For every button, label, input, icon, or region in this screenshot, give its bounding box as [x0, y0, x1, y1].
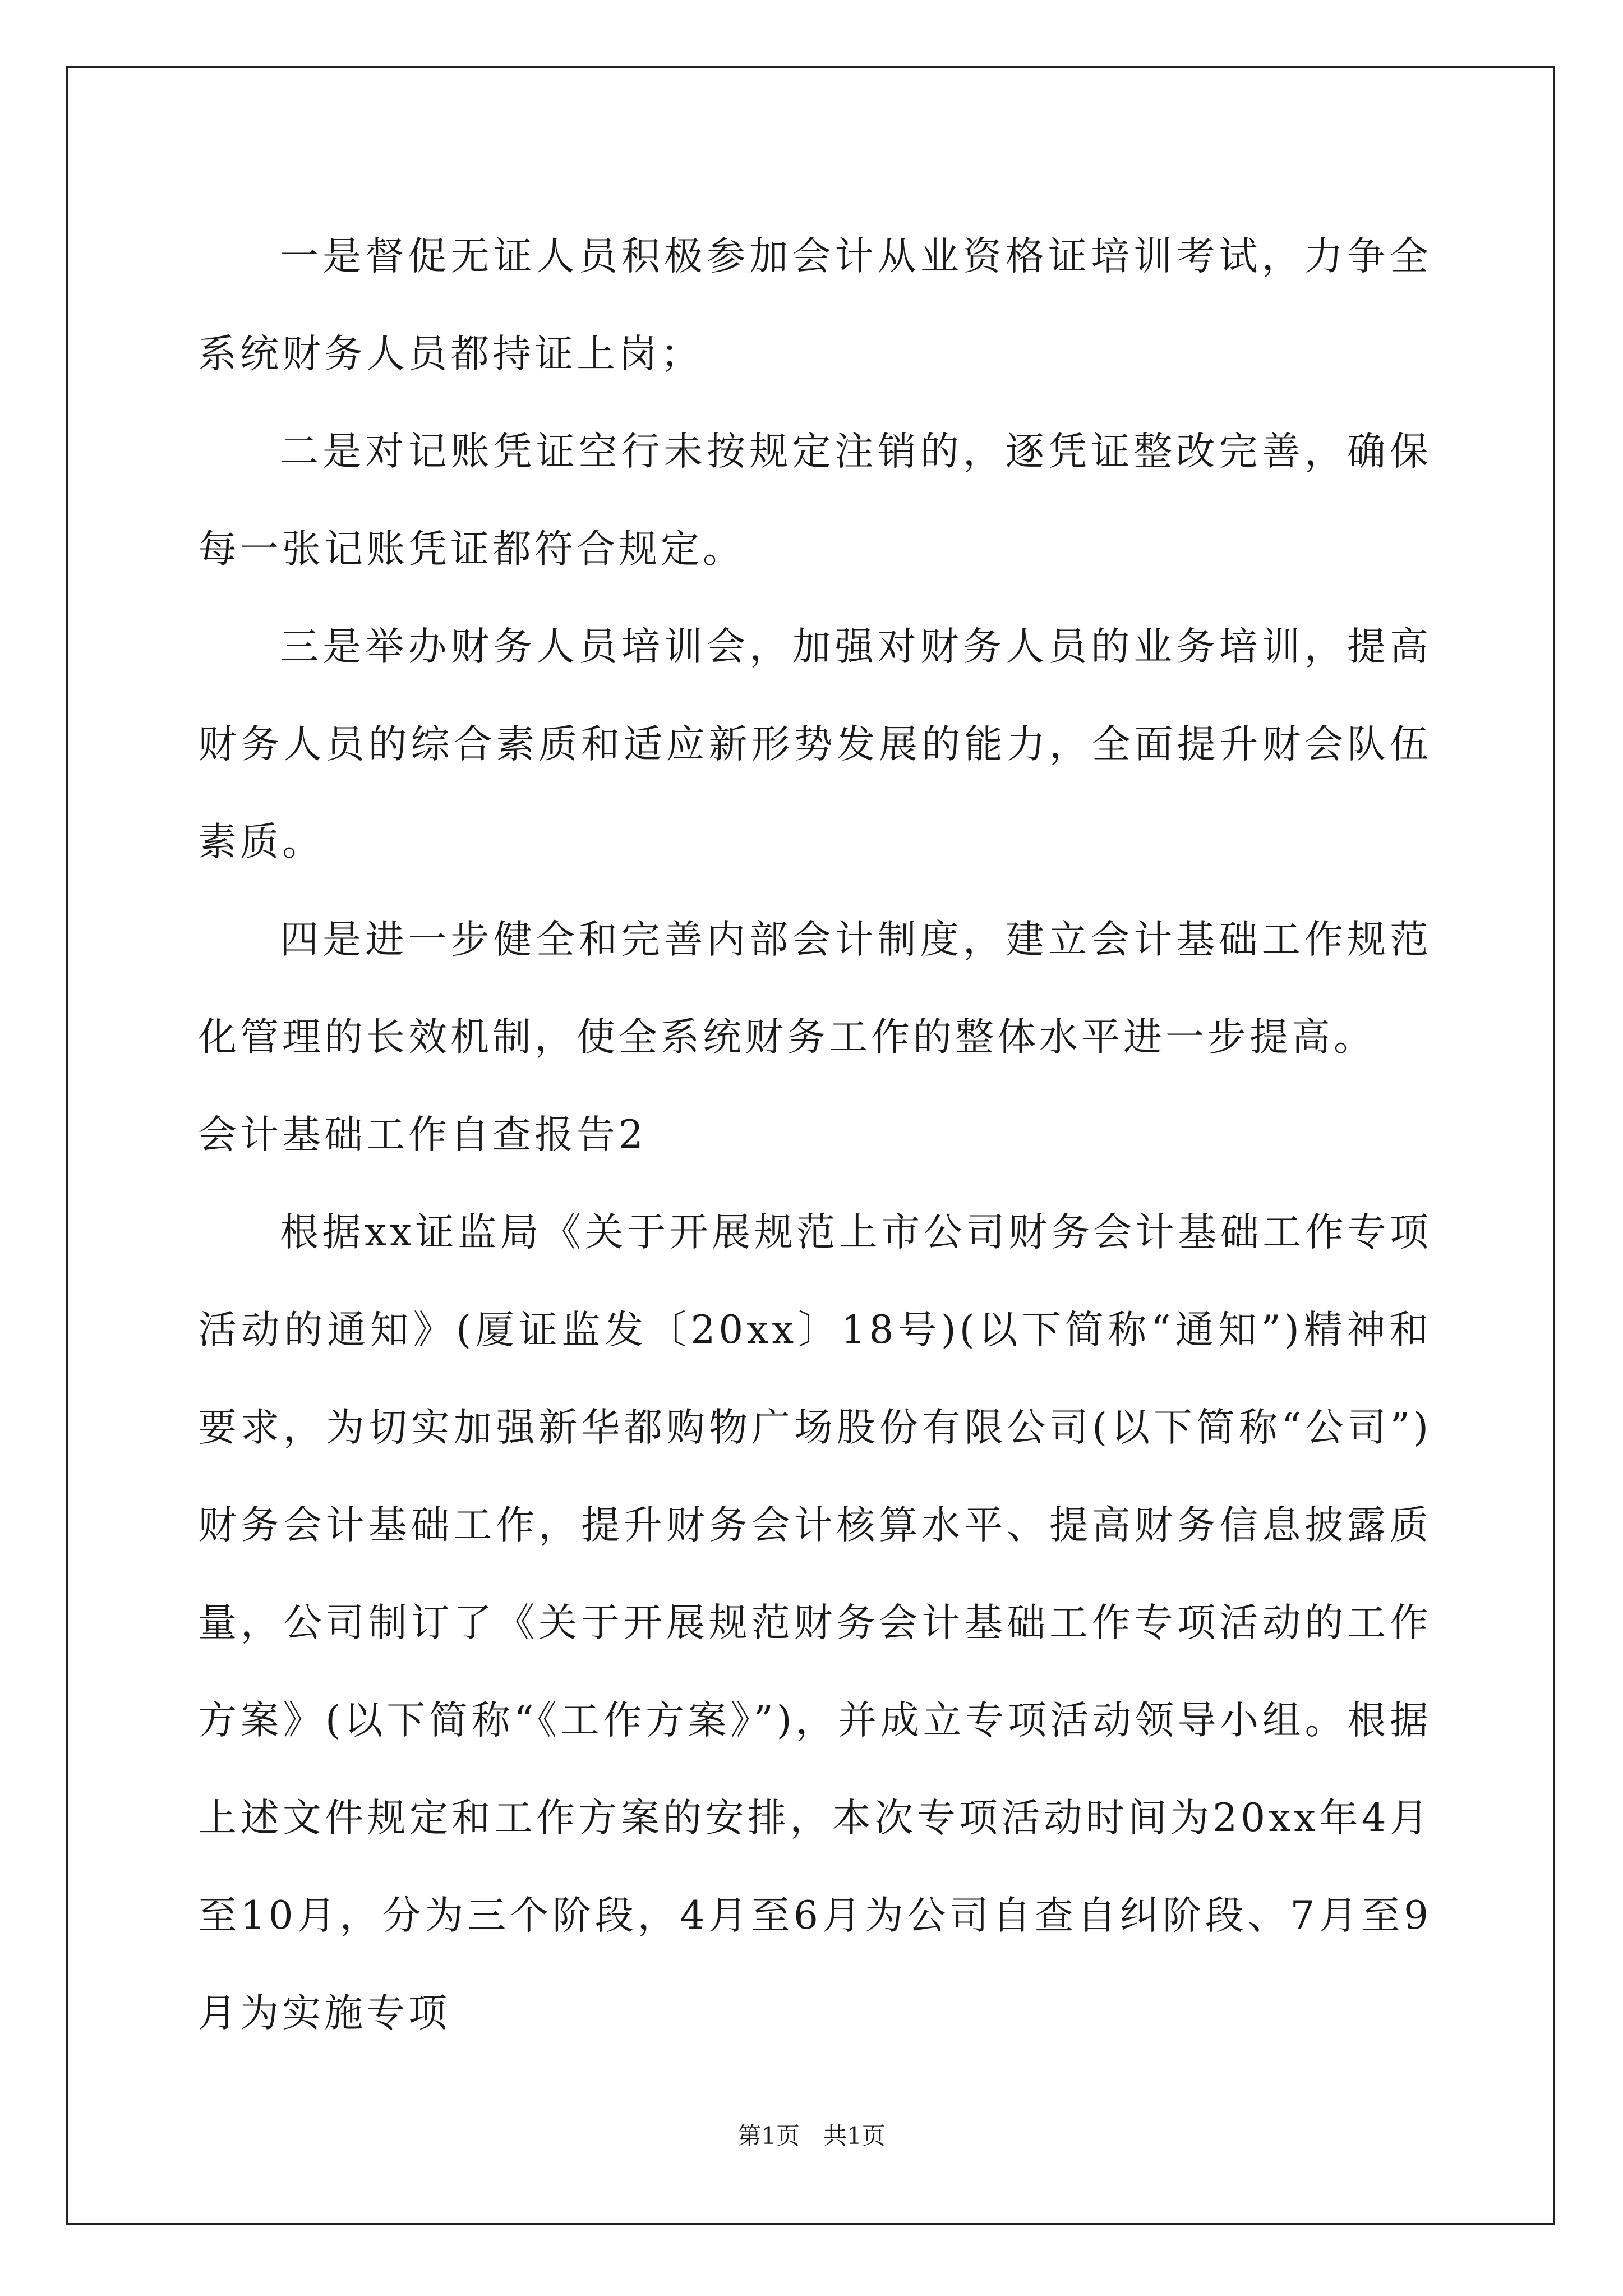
paragraph-4: 四是进一步健全和完善内部会计制度，建立会计基础工作规范化管理的长效机制，使全系统财务工作的整体水平进一步提高。 [198, 917, 1432, 1060]
document-body [198, 208, 1432, 2062]
page-footer: 第1页 共1页 [737, 2122, 886, 2150]
paragraph-5: 根据xx证监局《关于开展规范上市公司财务会计基础工作专项活动的通知》(厦证监发〔20xx〕18号)(以下简称“通知”)精神和要求，为切实加强新华都购物广场股份有限公司(以下简称“公司”)财务会计基础工作，提升财务会计核算水平、提高财务信息披露质量，公司制订了《关于开展规范财务会计基础工作专项活动的工作方案》(以下简称“《工作方案》”)，并成立专项活动领导小组。根据上述文件规定和工作方案的安排，本次专项活动时间为20xx年4月至10月，分为三个阶段，4月至6月为公司自查自纠阶段、7月至9月为实施专项 [198, 1210, 1432, 2036]
paragraph-1: 一是督促无证人员积极参加会计从业资格证培训考试，力争全系统财务人员都持证上岗； [198, 234, 1432, 376]
section-heading: 会计基础工作自查报告2 [198, 1112, 647, 1157]
paragraph-3: 三是举办财务人员培训会，加强对财务人员的业务培训，提高财务人员的综合素质和适应新形势发展的能力，全面提升财会队伍素质。 [198, 624, 1432, 864]
paragraph-2: 二是对记账凭证空行未按规定注销的，逐凭证整改完善，确保每一张记账凭证都符合规定。 [198, 429, 1432, 572]
